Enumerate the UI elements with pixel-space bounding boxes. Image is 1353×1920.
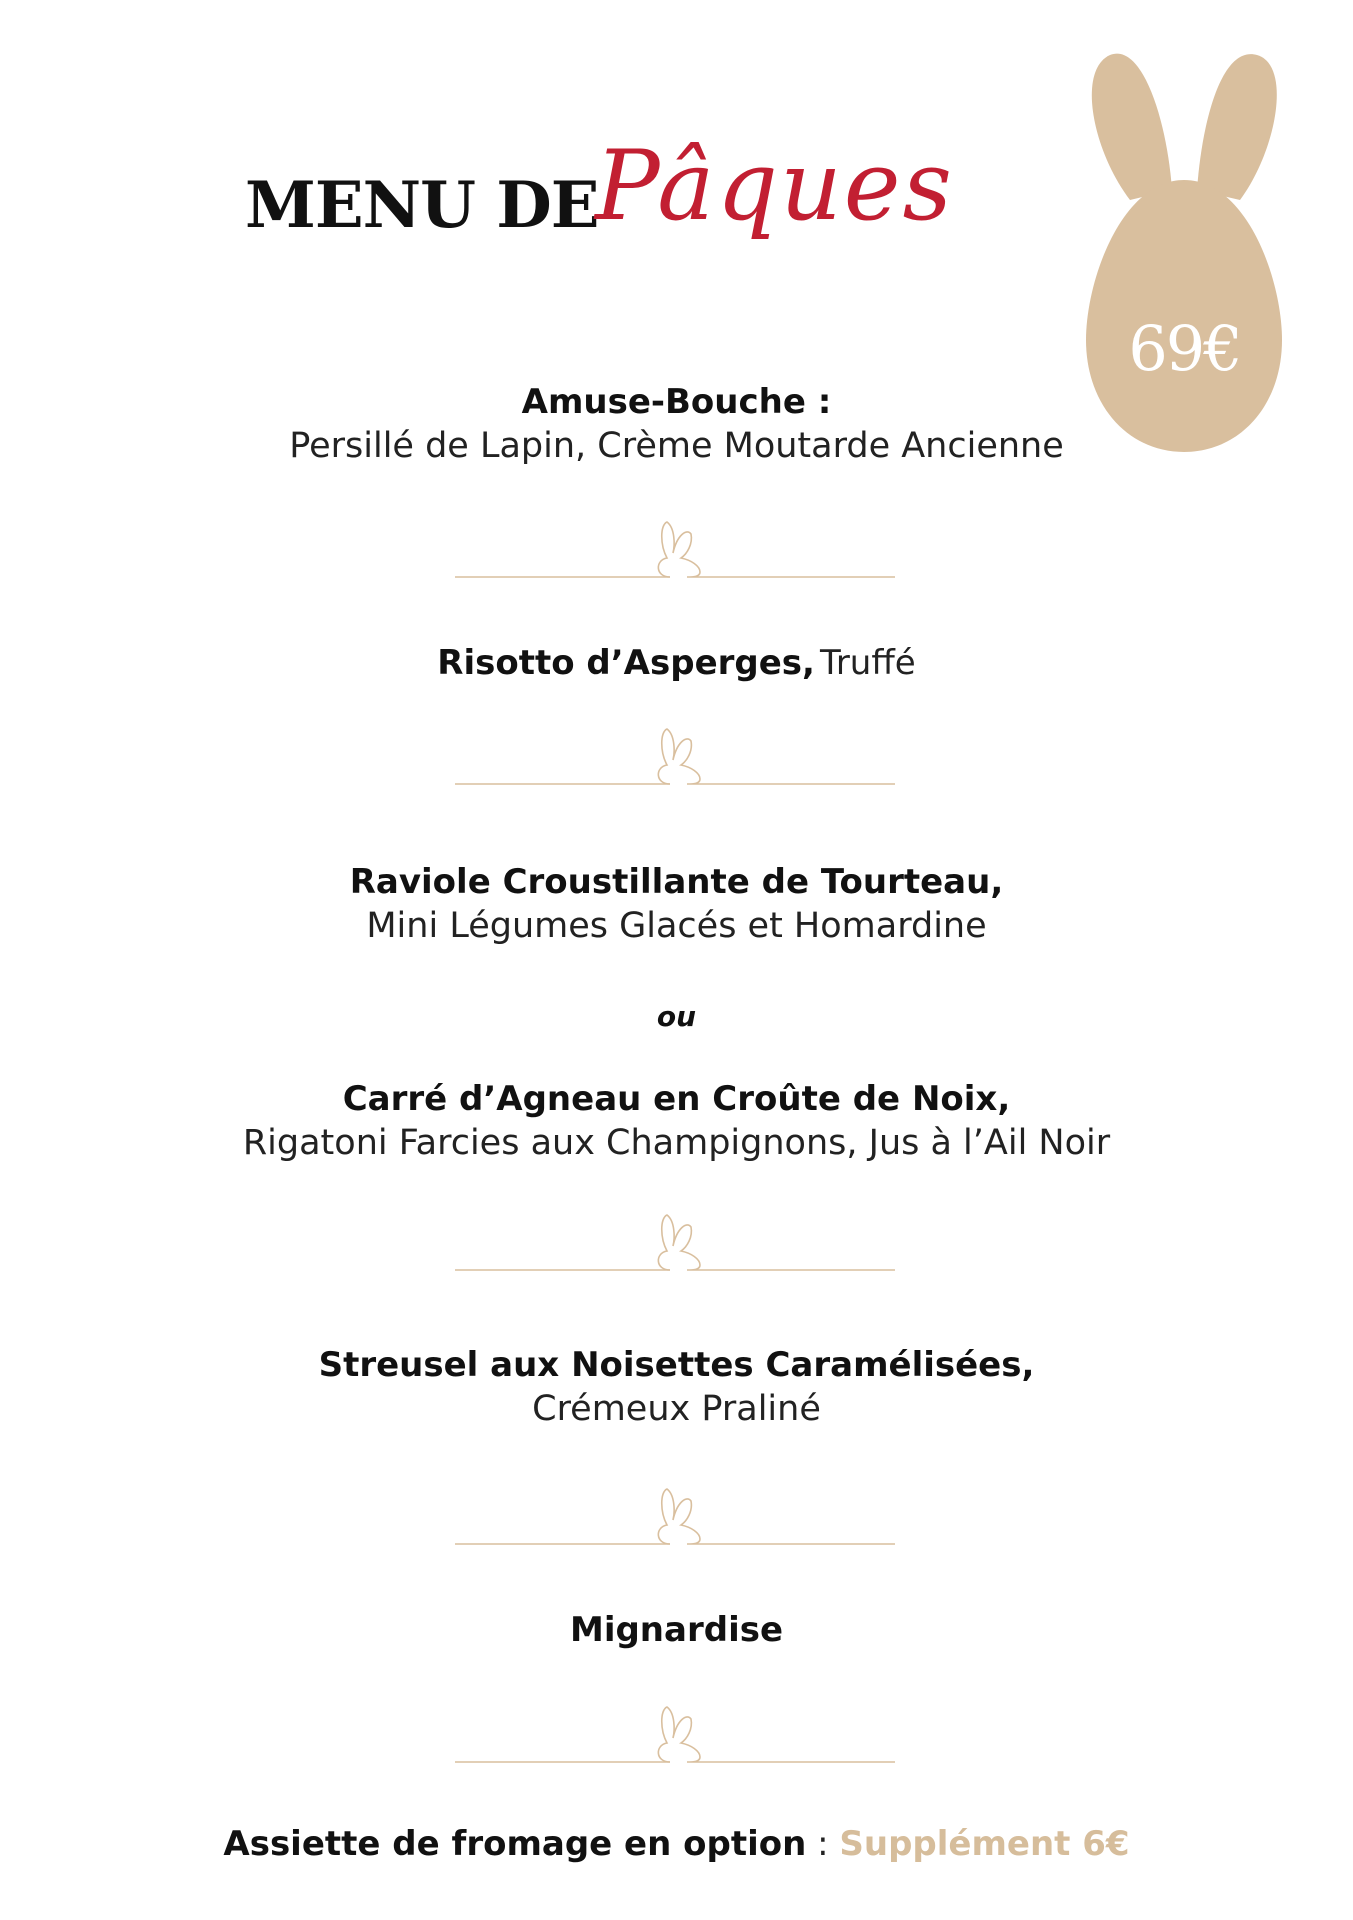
dish-name: Raviole Croustillante de Tourteau, [349,862,1004,902]
menu-title [245,130,1005,290]
or-label: ou [656,1000,697,1033]
cheese-option [0,1824,1353,1864]
dish-description: Mini Légumes Glacés et Homardine [366,906,987,946]
title-script: Pâques [595,130,954,242]
price-label: 69€ [1128,312,1241,385]
dish-name: Streusel aux Noisettes Caramélisées, [318,1345,1035,1385]
dish-name: Risotto d’Asperges, [437,643,815,683]
bunny-line-divider-icon [455,1487,895,1547]
or-separator [0,1000,1353,1033]
bunny-line-divider-icon [455,1213,895,1273]
course-amuse-bouche [0,380,1353,468]
dish-name: Amuse-Bouche : [521,382,832,422]
course-dessert [0,1343,1353,1431]
option-label: Assiette de fromage en option [223,1824,807,1864]
bunny-line-divider-icon [455,520,895,580]
dish-description: Rigatoni Farcies aux Champignons, Jus à l’Ail Noir [242,1123,1111,1163]
supplement-price: Supplément 6€ [839,1824,1130,1864]
course-main-2 [0,1077,1353,1165]
title-main: MENU DE [245,168,599,243]
bunny-line-divider-icon [455,1705,895,1765]
course-main-1 [0,860,1353,948]
dish-name: Carré d’Agneau en Croûte de Noix, [342,1079,1011,1119]
dish-name: Mignardise [569,1610,784,1650]
option-separator: : [806,1824,840,1864]
dish-description: Crémeux Praliné [532,1389,821,1429]
course-mignardise [0,1608,1353,1652]
dish-description: Truffé [820,643,916,683]
course-starter [0,643,1353,683]
dish-description: Persillé de Lapin, Crème Moutarde Ancienne [289,426,1064,466]
bunny-line-divider-icon [455,727,895,787]
